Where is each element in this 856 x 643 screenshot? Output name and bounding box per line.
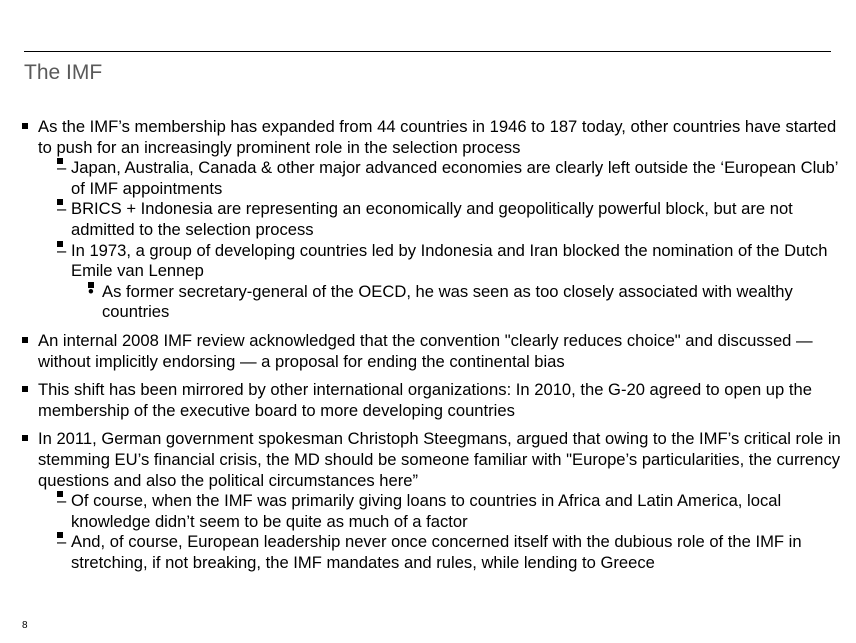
bullet-membership-expansion <box>22 117 842 323</box>
dash-bullet-icon: – <box>57 240 67 260</box>
bullet-2008-review <box>22 331 842 372</box>
slide-body <box>22 117 842 581</box>
bullet-text: An internal 2008 IMF review acknowledged that the convention "clearly reduces choice" and discussed — without implicitly endorsing — a proposal for ending the continental bias <box>38 330 813 371</box>
dash-bullet-icon: – <box>57 158 67 178</box>
slide-title: The IMF <box>24 61 103 84</box>
sub-bullet-text: Japan, Australia, Canada & other major advanced economies are clearly left outside the ‘European Club’ of IMF appointments <box>71 158 838 198</box>
square-bullet-icon <box>22 123 28 129</box>
dash-bullet-icon: – <box>57 532 67 552</box>
sub-bullet-european-leadership <box>38 532 842 573</box>
bullet-2011-steegmans <box>22 429 842 573</box>
sub-bullet-text: Of course, when the IMF was primarily giving loans to countries in Africa and Latin America, local knowledge didn’t seem to be quite as much of a factor <box>71 491 782 531</box>
sub-bullet-brics <box>38 199 842 240</box>
sub-bullet-text: BRICS + Indonesia are representing an economically and geopolitically powerful block, but are not admitted to the selection process <box>71 199 793 239</box>
bullet-text: This shift has been mirrored by other international organizations: In 2010, the G-20 agreed to open up the membership of the executive board to more developing countries <box>38 380 812 420</box>
sub-bullet-1973-nomination <box>38 241 842 282</box>
square-bullet-icon <box>22 386 28 392</box>
dash-bullet-icon: – <box>57 491 67 511</box>
sub-bullet-local-knowledge <box>38 491 842 532</box>
dot-bullet-icon: • <box>88 281 94 301</box>
page-number: 8 <box>22 620 28 631</box>
title-divider-line <box>24 51 831 52</box>
square-bullet-icon <box>22 435 28 441</box>
dash-bullet-icon: – <box>57 199 67 219</box>
bullet-text: As the IMF’s membership has expanded from 44 countries in 1946 to 187 today, other countries have started to push for an increasingly prominent role in the selection process <box>38 117 837 157</box>
bullet-text: In 2011, German government spokesman Christoph Steegmans, argued that owing to the IMF’s critical role in stemming EU’s financial crisis, the MD should be someone familiar with "Europe’s particularities, the currency questions and also the political circumstances here” <box>38 429 841 490</box>
square-bullet-icon <box>22 337 28 343</box>
sub-sub-bullet-oecd <box>38 282 842 323</box>
sub-bullet-advanced-economies <box>38 158 842 199</box>
sub-bullet-text: And, of course, European leadership never once concerned itself with the dubious role of the IMF in stretching, if not breaking, the IMF mandates and rules, while lending to Greece <box>71 532 802 572</box>
sub-sub-bullet-text: As former secretary-general of the OECD, he was seen as too closely associated with wealthy countries <box>102 281 793 322</box>
bullet-g20-shift <box>22 380 842 421</box>
sub-bullet-text: In 1973, a group of developing countries led by Indonesia and Iran blocked the nomination of the Dutch Emile van Lennep <box>71 240 828 281</box>
